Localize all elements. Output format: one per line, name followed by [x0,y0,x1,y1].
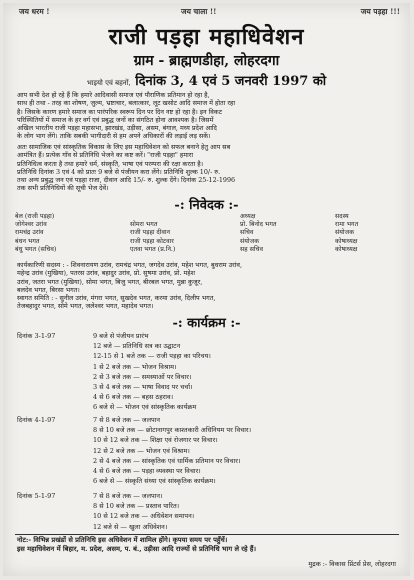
organizer-cell: एतवा भगत (प्र.नि.) [130,245,176,253]
schedule-item: 8 से 10 बजे तक — प्रस्ताव पारित। [93,502,180,511]
footer-line: इस महाधिवेशन में बिहार, म. प्रदेश, असम, प. बं., उड़ीसा आदि राज्यों से प्रतिनिधि भाग ले रहे हैं। [17,545,257,553]
body-line: तथा अन्य प्रबुद्ध जन एवं पड़हा राजा, दीवान आदि 15/- रु. शुल्क देंगे। दिनांक 25-12-1996 [17,176,236,185]
body-line: आमंत्रित हैं। प्रत्येक गाँव से प्रतिनिधि भेजने का कष्ट करें। "राजी पड़हा" हमारा [17,151,194,160]
intro-line: साथ ही तथा - तरह का शोषण, जुल्म, भ्रष्टाचार, बलात्कार, लूट खसोट आदि समाज में होता रहा [17,99,236,108]
header-right-slogan: जय पड़हा !!! [360,7,400,16]
header-left-slogan: जय धरम ! [19,7,50,16]
organizer-cell: बेल (राजी पड़हा) [15,213,55,220]
committee-paragraph [17,261,397,311]
organizer-cell: जोगेश्वर उरांव [15,221,47,229]
committee-line: स्वागत समिति : - सुनील उरांव, मंगरा भगत, सुखदेव भगत, करमा उरांव, दिलीप भगत, [17,294,216,303]
body-line: तक सभी प्रतिनिधियों की सूची भेज देवें। [17,184,109,193]
footer-line: नोट:- विभिन्न प्रखंडों से प्रतिनिधि इस अधिवेशन में शामिल होंगे। कृपया समय पर पहुँचें। [17,536,228,544]
schedule-item: 12-15 से 1 बजे तक — राजी पड़हा का परिचय। [93,352,211,361]
schedule-item: 6 बजे से — भोजन एवं सांस्कृतिक कार्यक्रम [93,403,197,412]
schedule-item: 2 से 3 बजे तक — समस्याओं पर विचार। [93,372,192,381]
schedule-item: 12 बजे — प्रतिनिधि सत्र का उद्घाटन [93,342,181,351]
organizer-cell: संयोजक [335,229,355,237]
schedule-day-3 [17,491,402,532]
printer-credit: मुद्रक :- विकास प्रिंटर्स प्रेस, लोहरदगा [308,560,396,568]
schedule-heading: -: कार्यक्रम :- [172,316,241,331]
organizer-cell: सोमरा भगत [130,221,158,229]
schedule-item: 1 से 2 बजे तक — भोजन विश्राम। [93,362,177,371]
organizer-cell: रामा भगत [335,221,359,229]
organizer-cell: प्रो. बिनोद भगत [240,221,277,229]
schedule-item: 4 से 6 बजे तक — बहस ठहराव। [93,393,174,402]
date-line [3,71,410,89]
schedule-item: 7 से 8 बजे तक — जलपान। [93,492,163,500]
organizer-cell: कोषाध्यक्ष [335,237,358,245]
committee-line: महेन्द्र उरांव (मुखिया), पतरस उरांव, बहादुर उरांव, प्रो. सुषमा उरांव, प्रो. महेश [17,269,196,278]
organizer-cell: राजी पड़हा दीवान [130,229,171,237]
schedule-day-label: दिनांक 4-1-97 [17,416,56,424]
organizers-row [15,229,400,237]
organizers-grid [15,213,400,254]
committee-line: उरांव, जतरा भगत (मुखिया), सोमा भगत, बिजु भगत, बीरबल भगत, मुन्ना कुजूर, [17,277,203,286]
organizer-cell: बंधु भगत (सचिव) [15,245,57,253]
organizers-row [15,246,400,254]
footer-notes [17,536,402,554]
schedule-day-2 [17,415,402,486]
schedule-day-1 [17,331,402,413]
committee-line: कार्यकारिणी सदस्य : - शिवनारायण उरांव, रामचंद्र भगत, जगदेव उरांव, महेश भगत, बुधराम उरांव, [17,261,243,269]
body-line: प्रतिनिधि दिनांक 3 एवं 4 को प्रातः 9 बजे से पंजीयन करा लेंगे। प्रतिनिधि शुल्क 10/- रु. [17,167,221,176]
body-paragraph [17,143,397,193]
intro-paragraph [17,91,397,141]
committee-line: बलदेव भगत, बिरसा भगत। [17,285,80,294]
body-line: अतः सामाजिक एवं सांस्कृतिक विकास के लिए इस महाधिवेशन को सफल बनाने हेतु आप सब [17,143,231,151]
organizer-cell: सचिव [240,229,254,237]
organizer-cell: सदस्य [335,213,349,220]
organizer-cell: राजी पड़हा कोटवार [130,237,174,245]
organizer-cell: अध्यक्ष [240,213,256,220]
schedule-item: 2 से 4 बजे तक — सांस्कृतिक एवं धार्मिक प्रतिमान पर विचार। [93,456,241,465]
intro-line: के लोग भाग लेंगे। ताकि सबकी भागीदारी से हम अपने अधिकारों की लड़ाई लड़ सकें। [17,132,211,141]
footer-divider [15,534,399,535]
schedule-item: 3 से 4 बजे तक — भाषा विवाद पर चर्चा। [93,383,193,392]
salutation: भाइयो एवं बहनों, [86,79,131,87]
schedule-item: 10 से 12 बजे तक — शिक्षा एवं रोजगार पर विचार। [93,436,218,445]
organizer-cell: रामचंद्र उरांव [15,229,44,237]
intro-line: अखिल भारतीय राजी पड़हा महासभा, झारखंड, उड़ीसा, असम, बंगाल, मध्य प्रदेश आदि [17,124,217,133]
organizer-cell [130,213,240,221]
organizer-cell: बंधन भगत [15,237,40,245]
intro-line: परिस्थितियों में समाज के हर वर्ग एवं प्रबुद्ध जनों का संगठित होना आवश्यक है। जिसमें [17,115,214,124]
organizer-cell: संयोजक [240,237,260,245]
header-center-slogan: जय चाला !! [181,7,217,16]
schedule-day-label: दिनांक 5-1-97 [17,492,56,500]
schedule-day-label: दिनांक 3-1-97 [17,332,56,340]
committee-line: तेजबहादुर भगत, सोमे भगत, जलेश्वर भगत, महादेव भगत। [17,302,154,311]
document-title: राजी पड़हा महाधिवेशन [108,24,305,50]
schedule-item: 12 से 2 बजे तक — भोजन एवं विश्राम। [93,446,190,455]
schedule-item: 4 से 6 बजे तक — पड़हा व्यवस्था पर विचार। [93,467,201,476]
intro-line: है। जिसके कारण हमारे समाज का पारंपरिक स्वरूप दिन पर दिन नष्ट हो रहा है। इन विकट [17,107,222,116]
organizer-cell: कोषाध्यक्ष [335,245,358,253]
body-line: प्रतिनिधित्व करता है तथा हमारे धर्म, संस्कृति, भाषा एवं परम्परा की रक्षा करता है। [17,159,204,168]
organizers-row [15,238,400,246]
intro-line: आप सभी देश हो रहे हैं कि हमारे आदिवासी समाज एवं पौराणिक प्रतिमान हो रहा है, [17,91,210,99]
schedule-item: 6 बजे से — संस्कृति संध्या एवं सांस्कृतिक कार्यक्रम। [93,477,216,486]
schedule-item: 9 बजे से पंजीयन प्रारंभ [93,332,149,340]
organizers-row [15,213,400,221]
schedule-item: 10 से 12 बजे तक — अधिवेशन समापन। [93,512,195,521]
organizer-cell: सह सचिव [240,245,263,253]
event-dates: दिनांक 3, 4 एवं 5 जनवरी 1997 को [135,74,327,89]
organizers-heading: -: निवेदक :- [174,198,239,213]
schedule-item: 7 से 8 बजे तक — जलपान [93,416,161,424]
invitation-document [3,3,410,576]
schedule-item: 12 बजे से — खुला अधिवेशन। [93,522,168,531]
venue-line: ग्राम - ब्राह्मणडीहा, लोहरदगा [133,53,280,69]
schedule-item: 8 से 10 बजे तक — छोटानागपुर काश्तकारी अधिनियम पर विचार। [93,426,252,435]
